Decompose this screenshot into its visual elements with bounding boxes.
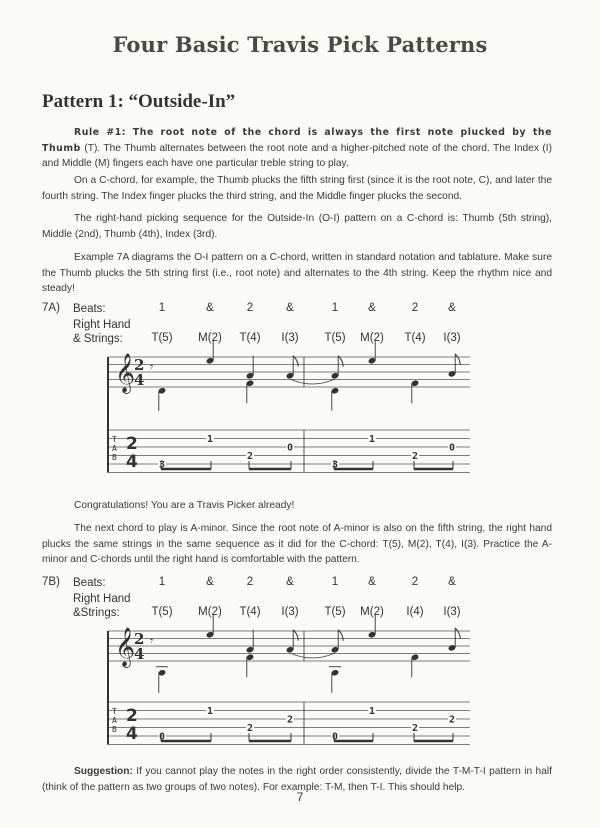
- tab-fret-number: 2: [411, 451, 419, 462]
- right-hand-label: Right Hand: [73, 319, 131, 331]
- strings-label: & Strings:: [73, 333, 123, 345]
- beat-count: 2: [411, 302, 419, 314]
- note-flag: [455, 354, 460, 365]
- beat-count: 1: [158, 302, 166, 314]
- section-heading: Pattern 1: “Outside-In”: [42, 91, 236, 112]
- finger-string: T(5): [324, 606, 346, 618]
- suggestion-label: Suggestion:: [74, 766, 133, 777]
- tab-fret-number: 3: [331, 459, 339, 471]
- paragraph-text: The right-hand picking sequence for the Outside-In (O-I) pattern on a C-chord is: Thumb (5th string), Middle (2nd), Thumb (4th), Index (3rd).: [42, 213, 552, 240]
- finger-string: T(5): [324, 332, 346, 344]
- finger-string: T(4): [404, 332, 426, 344]
- tab-time-top: 2: [126, 434, 138, 454]
- finger-string: T(5): [151, 332, 173, 344]
- time-signature-top: 2: [134, 630, 145, 648]
- beat-count: 1: [158, 576, 166, 588]
- tab-fret-number: 3: [158, 459, 166, 471]
- beat-count: &: [448, 576, 456, 588]
- page-number: 7: [296, 790, 304, 804]
- finger-string: T(5): [151, 606, 173, 618]
- paragraph-text: Example 7A diagrams the O-I pattern on a C-chord, written in standard notation and tablature. Make sure the Thumb plucks the 5th string first (i.e., root note) and alternates to the 4th string. Keep the rhythm nice and steady!: [42, 252, 552, 294]
- tab-letter: A: [112, 444, 117, 453]
- finger-string: T(4): [239, 332, 261, 344]
- time-signature-bottom: 4: [134, 371, 145, 389]
- beat-count: &: [206, 302, 214, 314]
- rule-label: Rule #1: The root note of the chord is always the first note plucked by the Thumb: [42, 127, 552, 154]
- finger-string: M(2): [198, 332, 222, 344]
- finger-string: I(3): [443, 332, 461, 344]
- tab-letter: T: [112, 707, 117, 716]
- note-flag: [455, 628, 460, 639]
- time-signature-bottom: 4: [134, 645, 145, 663]
- eighth-rest-icon: 𝄾: [150, 634, 154, 648]
- finger-string: I(3): [281, 332, 299, 344]
- beat-count: &: [368, 576, 376, 588]
- finger-string: I(3): [281, 606, 299, 618]
- tab-fret-number: 1: [206, 706, 214, 717]
- strings-label: &Strings:: [73, 607, 120, 619]
- example-label: 7A): [42, 302, 60, 314]
- beats-label: Beats:: [73, 303, 106, 315]
- beat-count: &: [286, 576, 294, 588]
- eighth-rest-icon: 𝄾: [150, 360, 154, 374]
- tab-letter: A: [112, 716, 117, 725]
- tab-fret-number: 0: [331, 731, 339, 743]
- tab-time-bottom: 4: [126, 724, 138, 744]
- finger-string: M(2): [198, 606, 222, 618]
- tab-letter: T: [112, 435, 117, 444]
- finger-string: T(4): [239, 606, 261, 618]
- tab-fret-number: 1: [368, 434, 376, 445]
- tab-fret-number: 0: [448, 442, 456, 454]
- finger-string: I(3): [443, 606, 461, 618]
- note-flag: [338, 630, 343, 641]
- example-label: 7B): [42, 576, 60, 588]
- paragraph-text: Congratulations! You are a Travis Picker already!: [74, 500, 295, 511]
- finger-string: M(2): [360, 606, 384, 618]
- beat-count: 2: [411, 576, 419, 588]
- beats-label: Beats:: [73, 577, 106, 589]
- paragraph-text: The next chord to play is A-minor. Since the root note of A-minor is also on the fifth string, the right hand plucks the same strings in the same sequence as it did for the C-chord: T(5), M(2), T(4), I(3). Practice the A-minor and C-chords until the right hand is comfortable with the pattern.: [42, 523, 552, 565]
- finger-string: I(4): [406, 606, 424, 618]
- beat-count: &: [368, 302, 376, 314]
- beat-count: 1: [331, 576, 339, 588]
- paragraph-text: On a C-chord, for example, the Thumb plucks the fifth string first (since it is the root note, C), and later the fourth string. The Index finger plucks the third string, and the Middle finger plucks the second.: [42, 175, 552, 202]
- beat-count: 2: [246, 302, 254, 314]
- tab-fret-number: 2: [246, 451, 254, 462]
- tab-fret-number: 1: [206, 434, 214, 445]
- note-flag: [293, 630, 298, 641]
- beat-count: &: [448, 302, 456, 314]
- beat-count: 2: [246, 576, 254, 588]
- tab-time-top: 2: [126, 706, 138, 726]
- treble-clef-icon: 𝄞: [115, 627, 136, 667]
- time-signature-top: 2: [134, 356, 145, 374]
- beat-count: &: [206, 576, 214, 588]
- tab-fret-number: 2: [286, 714, 294, 726]
- tab-time-bottom: 4: [126, 452, 138, 472]
- beat-count: 1: [331, 302, 339, 314]
- right-hand-label: Right Hand: [73, 593, 131, 605]
- tab-fret-number: 2: [448, 714, 456, 726]
- beat-count: &: [286, 302, 294, 314]
- tab-fret-number: 0: [158, 731, 166, 743]
- suggestion-body: If you cannot play the notes in the right order consistently, divide the T-M-T-I pattern in half (think of the pattern as two groups of two notes). For example: T-M, then T-I. This should help.: [42, 766, 552, 793]
- tab-fret-number: 1: [368, 706, 376, 717]
- tab-fret-number: 2: [411, 723, 419, 734]
- tab-fret-number: 0: [286, 442, 294, 454]
- tab-letter: B: [112, 725, 117, 734]
- rule-body: (T). The Thumb alternates between the root note and a higher-pitched note of the chord. The Index (I) and Middle (M) fingers each have one particular treble string to play.: [42, 142, 552, 169]
- finger-string: M(2): [360, 332, 384, 344]
- treble-clef-icon: 𝄞: [115, 353, 136, 393]
- page-title: Four Basic Travis Pick Patterns: [112, 32, 488, 57]
- tab-letter: B: [112, 453, 117, 462]
- tab-fret-number: 2: [246, 723, 254, 734]
